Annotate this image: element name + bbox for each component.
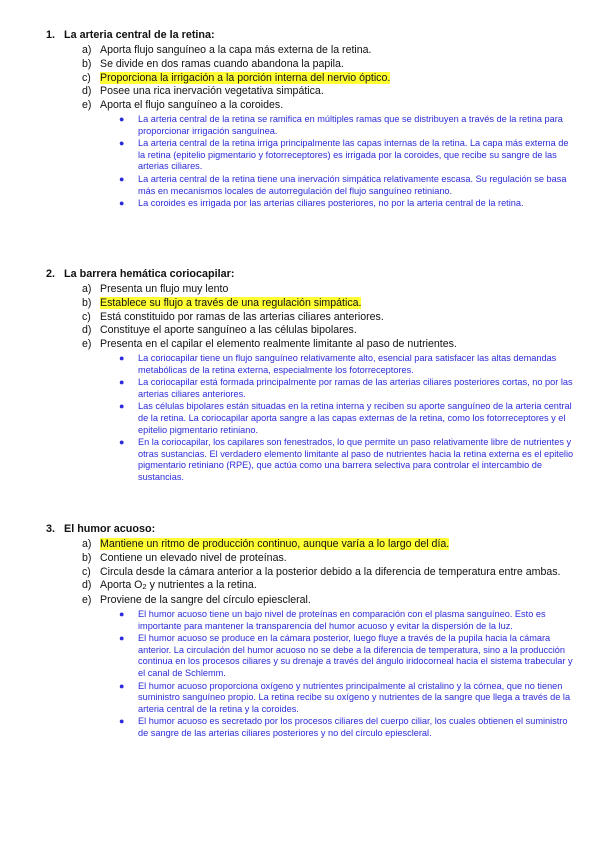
option-a: a) Aporta flujo sanguíneo a la capa más externa de la retina. — [82, 44, 372, 56]
explanation-bullet: ● La arteria central de la retina se ramifica en múltiples ramas que se distribuyen a través de la retina para proporcionar irrigación sanguínea. — [119, 113, 563, 136]
explanation-bullet: ● La arteria central de la retina irriga principalmente las capas internas de la retina. La capa más externa de la retina (epitelio pigmentario y fotorreceptores) es irrigada por la coroides, que recibe su sangre de las arterias ciliares. — [119, 138, 569, 172]
option-b: b) Se divide en dos ramas cuando abandona la papila. — [82, 57, 344, 70]
option-a: a) Presenta un flujo muy lento — [82, 283, 229, 295]
question-title: 2. La barrera hemática coriocapilar: — [46, 268, 235, 280]
option-e: e) Aporta el flujo sanguíneo a la coroides. — [82, 99, 284, 112]
question-1 — [46, 28, 586, 210]
question-title: 1. La arteria central de la retina: — [46, 29, 215, 41]
explanation-bullet: ● El humor acuoso tiene un bajo nivel de proteínas en comparación con el plasma sanguíneo. Esto es importante para mantener la transparencia del humor acuoso y evitar la dispersión de la luz. — [119, 608, 546, 631]
bullet-icon: ● — [119, 608, 125, 619]
bullet-icon: ● — [119, 113, 125, 124]
option-d: d) Posee una rica inervación vegetativa simpática. — [82, 85, 324, 98]
question-3 — [46, 522, 586, 740]
option-b: b) Contiene un elevado nivel de proteínas. — [82, 551, 287, 564]
option-e: e) Presenta en el capilar el elemento realmente limitante al paso de nutrientes. — [82, 338, 457, 351]
explanation-bullet: ● La coriocapilar está formada principalmente por ramas de las arterias ciliares posteriores cortas, no por las arterias ciliares anteriores. — [119, 377, 573, 399]
question-title: 3. El humor acuoso: — [46, 523, 156, 535]
option-c: c) Circula desde la cámara anterior a la posterior debido a la diferencia de temperatura entre ambas. — [82, 565, 561, 578]
bullet-icon: ● — [119, 138, 125, 149]
option-d: d) Constituye el aporte sanguíneo a las células bipolares. — [82, 324, 357, 337]
explanation-bullet: ● El humor acuoso es secretado por los procesos ciliares del cuerpo ciliar, los cuales obtienen el suministro de sangre de las arterias ciliares posteriores y no del círculo epiescleral. — [119, 716, 568, 738]
explanation-bullet: ● El humor acuoso proporciona oxígeno y nutrientes principalmente al cristalino y la córnea, que no tienen suministro sanguíneo propio. La retina recibe su oxígeno y nutrientes de la sangre que llega a través de la arteria central de la retina y la coroides. — [119, 680, 571, 714]
explanation-bullet: ● La arteria central de la retina tiene una inervación simpática relativamente escasa. Su regulación se basa más en mecanismos locales de autorregulación del flujo sanguíneo retiniano. — [119, 173, 567, 196]
option-c-highlighted: c) Proporciona la irrigación a la porción interna del nervio óptico. — [82, 71, 391, 84]
bullet-icon: ● — [119, 716, 125, 727]
explanation-bullet: ● Las células bipolares están situadas en la retina interna y reciben su aporte sanguíneo de la arteria central de la retina. La coriocapilar aporta sangre a las capas externas de la retina, como los fotorreceptores y el epitelio pigmentario retiniano. — [119, 401, 572, 435]
bullet-icon: ● — [119, 633, 125, 644]
bullet-icon: ● — [119, 401, 125, 412]
bullet-icon: ● — [119, 437, 125, 448]
explanation-bullet: ● En la coriocapilar, los capilares son fenestrados, lo que permite un paso relativamente libre de nutrientes y otras sustancias. El verdadero elemento limitante al paso de nutrientes hacia la retina externa es el epitelio pigmentario retiniano (RPE), que actúa como una barrera selectiva para controlar el intercambio de sustancias. — [119, 437, 574, 482]
bullet-icon: ● — [119, 680, 125, 691]
bullet-icon: ● — [119, 173, 125, 184]
option-e: e) Proviene de la sangre del círculo epiescleral. — [82, 594, 311, 607]
option-a-highlighted: a) Mantiene un ritmo de producción continuo, aunque varía a lo largo del día. — [82, 538, 450, 550]
explanation-bullet: ● La coriocapilar tiene un flujo sanguíneo relativamente alto, esencial para satisfacer las altas demandas metabólicas de la retina externa, especialmente los fotorreceptores. — [119, 352, 557, 375]
explanation-bullet: ● El humor acuoso se produce en la cámara posterior, luego fluye a través de la pupila hacia la cámara anterior. La circulación del humor acuoso no se debe a la diferencia de temperatura, sino a la producción continua en los procesos ciliares y su drenaje a través del ángulo iridocorneal hacia el sistema trabecular y el canal de Schlemm. — [119, 633, 573, 678]
option-c: c) Está constituido por ramas de las arterias ciliares anteriores. — [82, 310, 384, 323]
question-2 — [46, 267, 586, 484]
option-d: d) Aporta O2 y nutrientes a la retina. — [82, 579, 257, 592]
explanation-bullet: ● La coroides es irrigada por las arterias ciliares posteriores, no por la arteria central de la retina. — [119, 198, 524, 209]
option-b-highlighted: b) Establece su flujo a través de una regulación simpática. — [82, 296, 362, 309]
bullet-icon: ● — [119, 352, 125, 363]
bullet-icon: ● — [119, 377, 125, 388]
bullet-icon: ● — [119, 198, 125, 209]
